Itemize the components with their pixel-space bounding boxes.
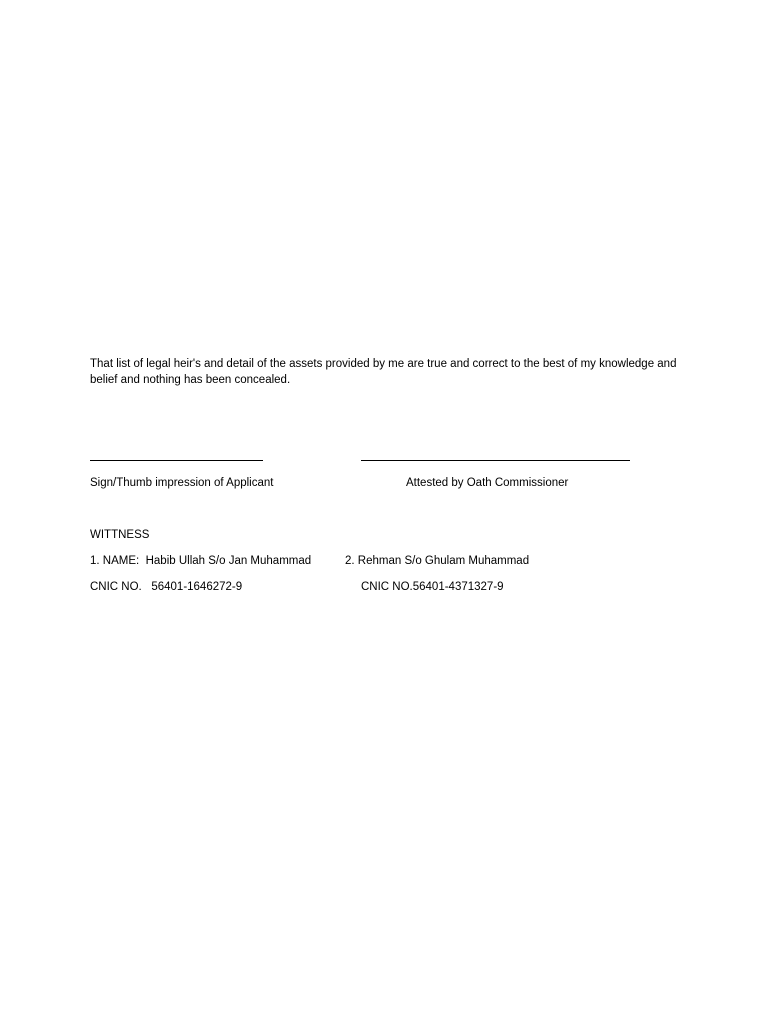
witness-2-cnic: CNIC NO.56401-4371327-9 [361,581,504,593]
commissioner-signature-label: Attested by Oath Commissioner [406,477,569,489]
witness-1-cnic: CNIC NO. 56401-1646272-9 [90,581,243,593]
applicant-signature-line [90,460,263,461]
witness-2-name: 2. Rehman S/o Ghulam Muhammad [345,555,530,567]
commissioner-signature-line [361,460,630,461]
witness-heading: WITTNESS [90,529,150,541]
applicant-signature-label: Sign/Thumb impression of Applicant [90,477,274,489]
declaration-paragraph: That list of legal heir's and detail of the assets provided by me are true and correct to the best of my knowledge and belief and nothing has been concealed. [90,358,677,386]
witness-1-name: 1. NAME: Habib Ullah S/o Jan Muhammad [90,555,312,567]
